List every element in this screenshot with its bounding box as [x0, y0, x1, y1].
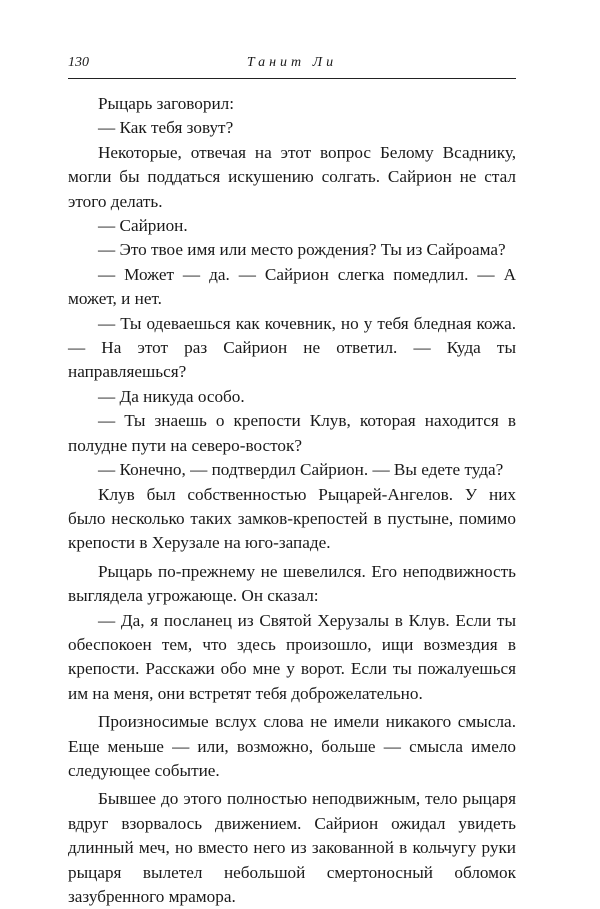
paragraph: Бывшее до этого полностью неподвижным, тело рыцаря вдруг взорвалось движением. Сайрион ожидал увидеть длинный меч, но вместо него из закованной в кольчугу руки рыцаря вылетел небольшой смертоносный обломок зазубренного мрамора.	[68, 789, 516, 906]
paragraph: — Да никуда особо.	[98, 386, 245, 406]
paragraph: — Сайрион.	[98, 216, 188, 236]
body-text	[68, 92, 516, 909]
paragraph: — Ты одеваешься как кочевник, но у тебя бледная кожа. — На этот раз Сайрион не ответил. — Куда ты направляешься?	[68, 313, 516, 382]
paragraph: — Да, я посланец из Святой Херузалы в Клув. Если ты обеспокоен тем, что здесь произошло, ищи возмездия в крепости. Расскажи обо мне у ворот. Если ты пожалуешься им на меня, они встретят тебя доброжелательно.	[68, 610, 516, 703]
paragraph: Клув был собственностью Рыцарей-Ангелов. У них было несколько таких замков-крепостей в пустыне, помимо крепости в Херузале на юго-западе.	[68, 484, 516, 553]
paragraph: — Может — да. — Сайрион слегка помедлил. — А может, и нет.	[68, 264, 516, 309]
paragraph: — Ты знаешь о крепости Клув, которая находится в полудне пути на северо-восток?	[68, 411, 516, 455]
paragraph: Некоторые, отвечая на этот вопрос Белому Всаднику, могли бы поддаться искушению солгать. Сайрион не стал этого делать.	[68, 142, 516, 211]
paragraph: Рыцарь заговорил:	[98, 94, 235, 113]
paragraph: — Конечно, — подтвердил Сайрион. — Вы едете туда?	[98, 460, 504, 480]
running-title: Танит Ли	[246, 55, 338, 70]
page-header	[68, 52, 516, 79]
paragraph: — Это твое имя или место рождения? Ты из Сайроама?	[98, 240, 506, 260]
paragraph: Рыцарь по-прежнему не шевелился. Его неподвижность выглядела угрожающе. Он сказал:	[68, 561, 516, 606]
page-number: 130	[68, 55, 89, 70]
paragraph: Произносимые вслух слова не имели никакого смысла. Еще меньше — или, возможно, больше — смысла имело следующее событие.	[68, 712, 516, 780]
paragraph: — Как тебя зовут?	[98, 118, 234, 138]
